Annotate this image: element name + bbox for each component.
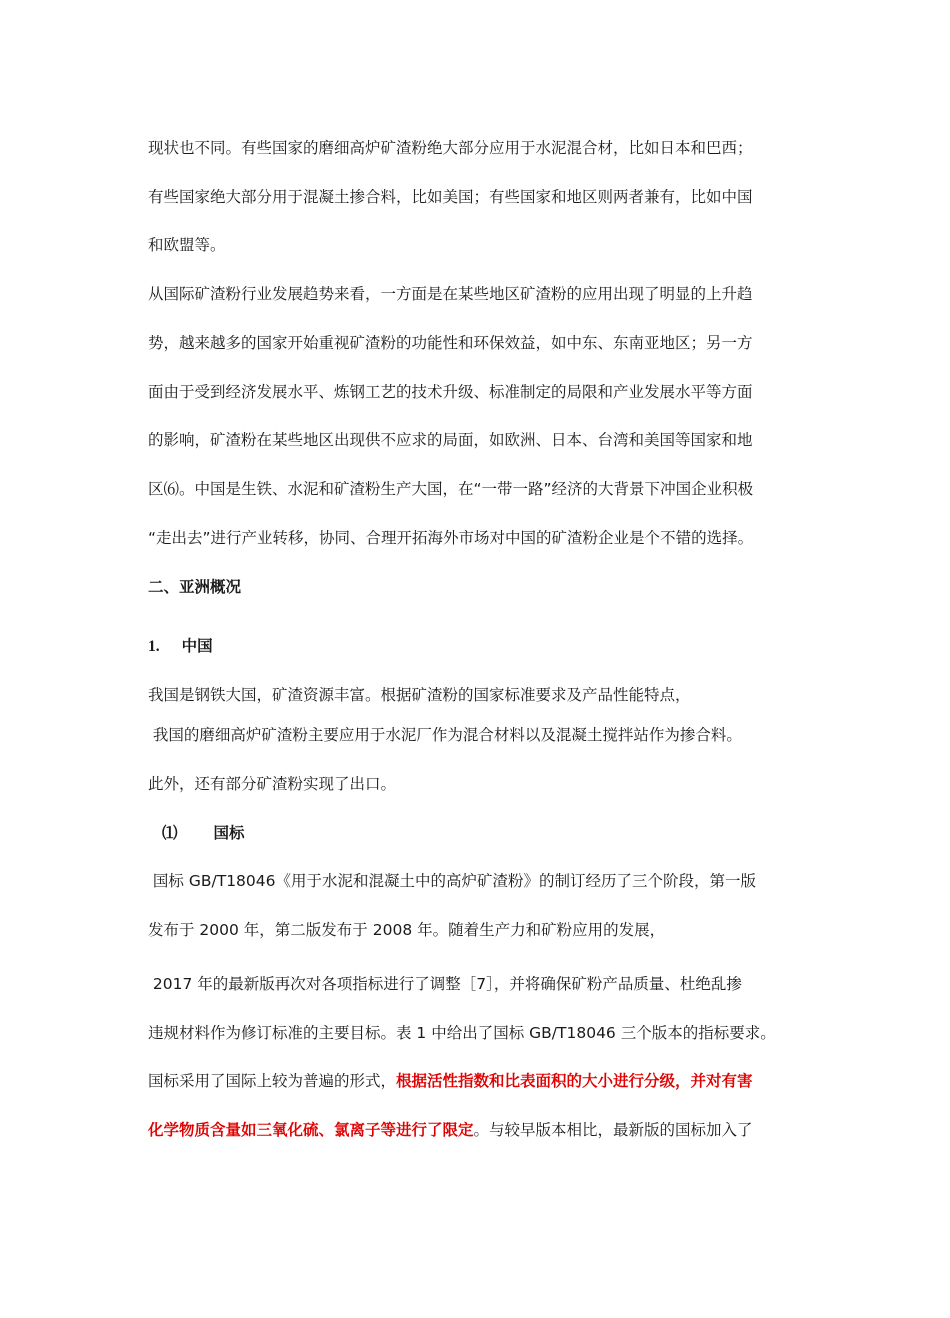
paragraph4-line6 (148, 1119, 753, 1141)
subsubsection-title: 国标 (213, 824, 245, 842)
paragraph4-line6-highlight: 化学物质含量如三氧化硫、氯离子等进行了限定 (148, 1121, 474, 1139)
paragraph3-line1: 我国是钢铁大国，矿渣资源丰富。根据矿渣粉的国家标准要求及产品性能特点， (148, 686, 691, 704)
paragraph4-line4: 违规材料作为修订标准的主要目标。表 1 中给出了国标 GB/T18046 三个版本的指标要求。 (148, 1024, 776, 1042)
paragraph4-line5-normal: 国标采用了国际上较为普遍的形式， (148, 1072, 397, 1090)
paragraph1-line2: 有些国家绝大部分用于混凝土掺合料，比如美国；有些国家和地区则两者兼有，比如中国 (148, 188, 753, 206)
paragraph4-line5-highlight: 根据活性指数和比表面积的大小进行分级，并对有害 (396, 1072, 753, 1090)
paragraph3-line3: 此外，还有部分矿渣粉实现了出口。 (148, 775, 397, 793)
paragraph4-line1: 国标 GB/T18046《用于水泥和混凝土中的高炉矿渣粉》的制订经历了三个阶段，第一版 (148, 872, 756, 890)
paragraph1-line1: 现状也不同。有些国家的磨细高炉矿渣粉绝大部分应用于水泥混合材，比如日本和巴西； (148, 139, 753, 157)
paragraph4-line2: 发布于 2000 年，第二版发布于 2008 年。随着生产力和矿粉应用的发展， (148, 921, 666, 939)
subsubsection-heading (162, 822, 245, 844)
section-heading: 二、亚洲概况 (148, 578, 242, 596)
paragraph4-line3: 2017 年的最新版再次对各项指标进行了调整［7］，并将确保矿粉产品质量、杜绝乱掺 (148, 975, 742, 993)
paragraph2-line1: 从国际矿渣粉行业发展趋势来看，一方面是在某些地区矿渣粉的应用出现了明显的上升趋 (148, 285, 753, 303)
paragraph3-line2: 我国的磨细高炉矿渣粉主要应用于水泥厂作为混合材料以及混凝土搅拌站作为掺合料。 (148, 726, 742, 744)
subsection-number: 1. (148, 638, 160, 655)
paragraph2-line4: 的影响，矿渣粉在某些地区出现供不应求的局面，如欧洲、日本、台湾和美国等国家和地 (148, 431, 753, 449)
subsection-heading (148, 635, 213, 658)
paragraph2-line5: 区⑹。中国是生铁、水泥和矿渣粉生产大国，在“一带一路”经济的大背景下冲国企业积极 (148, 480, 754, 498)
paragraph2-line2: 势，越来越多的国家开始重视矿渣粉的功能性和环保效益，如中东、东南亚地区；另一方 (148, 334, 753, 352)
paragraph4-line6-normal: 。与较早版本相比，最新版的国标加入了 (473, 1121, 753, 1139)
subsubsection-number: ⑴ (162, 824, 178, 842)
paragraph4-line5 (148, 1070, 753, 1092)
paragraph1-line3: 和欧盟等。 (148, 236, 226, 254)
paragraph2-line6: “走出去”进行产业转移，协同、合理开拓海外市场对中国的矿渣粉企业是个不错的选择。 (148, 529, 754, 547)
paragraph2-line3: 面由于受到经济发展水平、炼钢工艺的技术升级、标准制定的局限和产业发展水平等方面 (148, 383, 753, 401)
subsection-title: 中国 (181, 637, 213, 655)
